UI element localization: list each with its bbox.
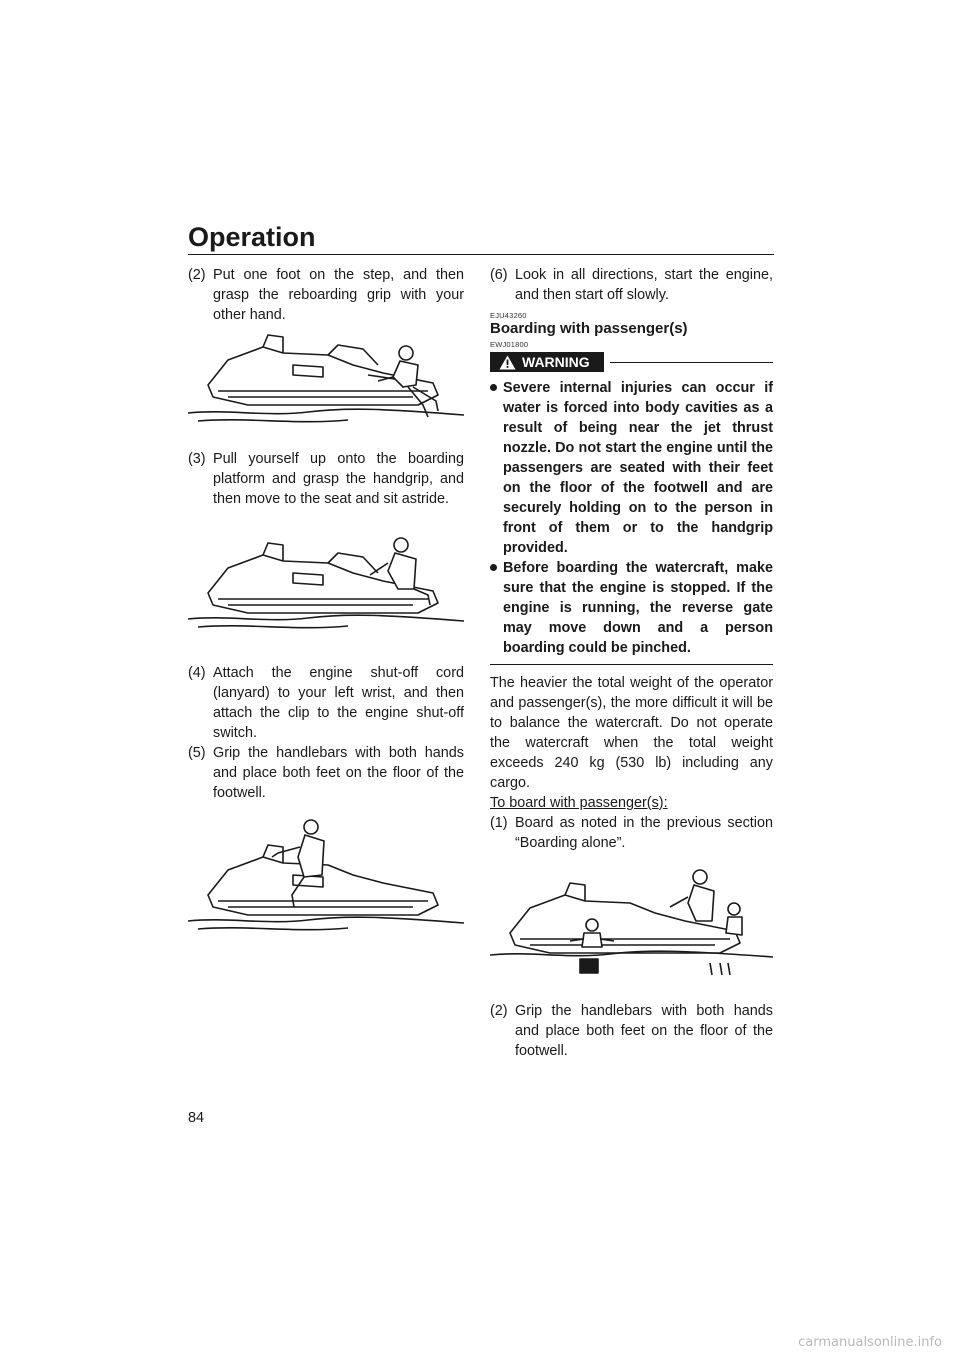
step-number: (2) (490, 1003, 508, 1019)
warning-item (490, 378, 773, 558)
step-text: Board as noted in the previous section “Boarding alone”. (515, 815, 773, 851)
warning-header (490, 352, 773, 372)
bullet-icon (490, 564, 497, 571)
weight-paragraph: The heavier the total weight of the operator and passenger(s), the more difficult it will be to balance the watercraft. Do not operate the watercraft when the total weight exceeds 240 kg (530 lb) including any cargo. (490, 675, 773, 791)
warning-code: EWJ01800 (490, 340, 529, 349)
step-number: (5) (188, 745, 206, 761)
step-1-right (490, 813, 773, 853)
watermark[interactable]: carmanualsonline.info (798, 1335, 942, 1350)
illustration-boarding-with-passengers (490, 863, 773, 983)
step-text: Grip the handlebars with both hands and place both feet on the floor of the footwell. (213, 745, 464, 801)
step-number: (4) (188, 665, 206, 681)
step-number: (3) (188, 451, 206, 467)
warning-item-text: Before boarding the watercraft, make sure that the engine is stopped. If the engine is running, the reverse gate may move down and a person boarding could be pinched. (503, 560, 773, 656)
warning-item (490, 558, 773, 658)
header-divider (188, 254, 774, 255)
illustration-rider-seated-on-watercraft (188, 817, 464, 945)
section-heading: Boarding with passenger(s) (490, 320, 688, 337)
step-3-left (188, 449, 464, 509)
bullet-icon (490, 384, 497, 391)
step-number: (6) (490, 267, 508, 283)
warning-label: WARNING (522, 354, 590, 370)
step-text: Put one foot on the step, and then grasp the reboarding grip with your other hand. (213, 267, 464, 323)
warning-item-text: Severe internal injuries can occur if water is forced into body cavities as a result of being near the jet thrust nozzle. Do not start the engine until the passengers are seated with their feet on the floor of the footwell and are securely holding on to the person in front of them or to the handgrip provided. (503, 380, 773, 556)
step-text: Grip the handlebars with both hands and place both feet on the floor of the footwell. (515, 1003, 773, 1059)
step-6-right (490, 265, 773, 305)
warning-end-rule (490, 664, 773, 665)
page-title: Operation (188, 222, 316, 252)
illustration-rider-grasping-reboarding-grip (188, 325, 464, 435)
page-number: 84 (188, 1110, 205, 1126)
step-number: (1) (490, 815, 508, 831)
step-2-left (188, 265, 464, 325)
step-number: (2) (188, 267, 206, 283)
warning-badge (490, 352, 604, 372)
illustration-rider-climbing-onto-platform (188, 523, 464, 645)
section-code: EJU43260 (490, 311, 527, 320)
warning-triangle-icon (499, 355, 516, 370)
step-2-right (490, 1001, 773, 1061)
step-text: Pull yourself up onto the boarding platform and grasp the handgrip, and then move to the seat and sit astride. (213, 451, 464, 507)
step-text: Look in all directions, start the engine, and then start off slowly. (515, 267, 773, 303)
step-4-left (188, 663, 464, 743)
warning-list (490, 378, 773, 658)
right-column (490, 265, 773, 1061)
subheading: To board with passenger(s): (490, 795, 668, 811)
left-column (188, 265, 464, 945)
step-5-left (188, 743, 464, 803)
warning-rule (610, 362, 773, 363)
step-text: Attach the engine shut-off cord (lanyard) to your left wrist, and then attach the clip to the engine shut-off switch. (213, 665, 464, 741)
